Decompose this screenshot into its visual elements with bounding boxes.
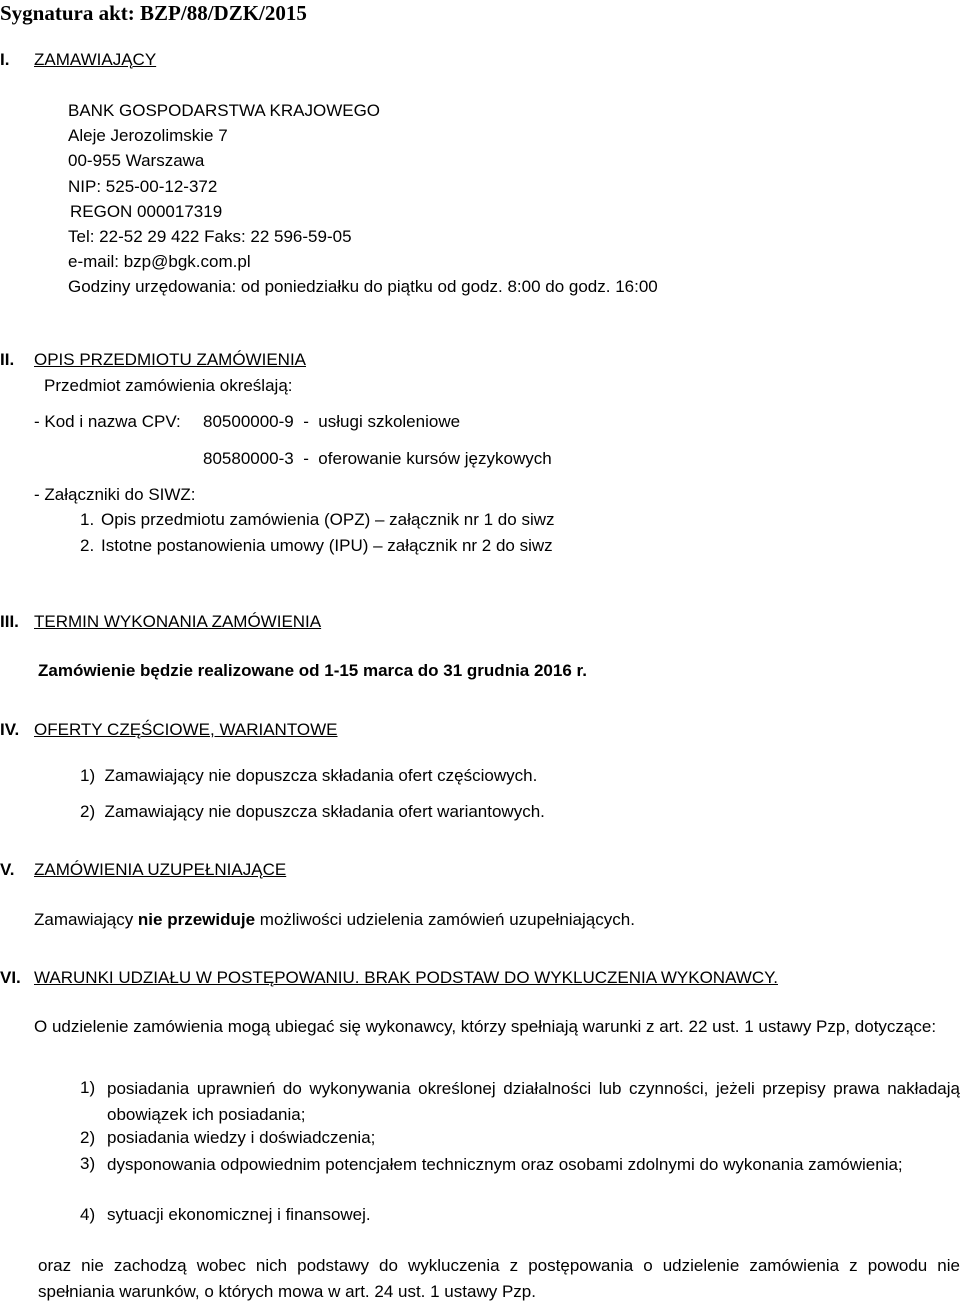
section-5-number: V. xyxy=(0,860,15,879)
attachment-1-number: 1. xyxy=(80,510,95,529)
contracting-authority-email: e-mail: bzp@bgk.com.pl xyxy=(68,252,251,271)
section-3-number: III. xyxy=(0,612,19,631)
condition-1: posiadania uprawnień do wykonywania określonej działalności lub czynności, jeżeli przepisy prawa nakładają obowiązek ich posiadania; xyxy=(107,1079,960,1124)
section-4-number: IV. xyxy=(0,720,20,739)
section-3-title: TERMIN WYKONANIA ZAMÓWIENIA xyxy=(34,612,322,631)
attachment-2-number: 2. xyxy=(80,536,95,555)
contracting-authority-city: 00-955 Warszawa xyxy=(68,151,205,170)
section-6-title: WARUNKI UDZIAŁU W POSTĘPOWANIU. BRAK PODSTAW DO WYKLUCZENIA WYKONAWCY. xyxy=(34,968,778,987)
contracting-authority-name: BANK GOSPODARSTWA KRAJOWEGO xyxy=(68,101,381,120)
section-6-number: VI. xyxy=(0,968,21,987)
attachment-2: Istotne postanowienia umowy (IPU) – załącznik nr 2 do siwz xyxy=(101,536,553,555)
variant-offers-item: 2) Zamawiający nie dopuszcza składania ofert wariantowych. xyxy=(80,802,545,821)
condition-4-number: 4) xyxy=(80,1205,96,1224)
section-2-subtitle: Przedmiot zamówienia określają: xyxy=(44,376,293,395)
condition-4: sytuacji ekonomicznej i finansowej. xyxy=(107,1205,371,1224)
contracting-authority-nip: NIP: 525-00-12-372 xyxy=(68,177,218,196)
condition-2-number: 2) xyxy=(80,1128,96,1147)
partial-offers-item: 1) Zamawiający nie dopuszcza składania ofert częściowych. xyxy=(80,766,538,785)
section-5-title: ZAMÓWIENIA UZUPEŁNIAJĄCE xyxy=(34,860,287,879)
attachment-1: Opis przedmiotu zamówienia (OPZ) – załącznik nr 1 do siwz xyxy=(101,510,555,529)
section-1-title: ZAMAWIAJĄCY xyxy=(34,50,157,69)
condition-3: dysponowania odpowiednim potencjałem technicznym oraz osobami zdolnymi do wykonania zamówienia; xyxy=(107,1155,903,1174)
section-2-number: II. xyxy=(0,350,15,369)
completion-date-text: Zamówienie będzie realizowane od 1-15 marca do 31 grudnia 2016 r. xyxy=(38,661,587,680)
conditions-intro: O udzielenie zamówienia mogą ubiegać się wykonawcy, którzy spełniają warunki z art. 22 ust. 1 ustawy Pzp, dotyczące: xyxy=(34,1017,937,1036)
section-4-title: OFERTY CZĘŚCIOWE, WARIANTOWE xyxy=(34,720,338,739)
exclusion-clause: oraz nie zachodzą wobec nich podstawy do wykluczenia z postępowania o udzielenie zamówienia z powodu nie spełniania warunków, o których mowa w art. 24 ust. 1 ustawy Pzp. xyxy=(38,1256,960,1301)
attachments-label: - Załączniki do SIWZ: xyxy=(34,485,196,504)
section-2-title: OPIS PRZEDMIOTU ZAMÓWIENIA xyxy=(34,350,307,369)
supplementary-orders-text: Zamawiający nie przewiduje możliwości udzielenia zamówień uzupełniających. xyxy=(34,910,635,929)
case-signature: Sygnatura akt: BZP/88/DZK/2015 xyxy=(0,1,307,25)
condition-2: posiadania wiedzy i doświadczenia; xyxy=(107,1128,376,1147)
condition-3-number: 3) xyxy=(80,1154,96,1173)
contracting-authority-regon: REGON 000017319 xyxy=(70,202,223,221)
condition-1-number: 1) xyxy=(80,1078,96,1097)
emphasis: nie przewiduje xyxy=(137,910,256,929)
contracting-authority-street: Aleje Jerozolimskie 7 xyxy=(68,126,228,145)
cpv-label: - Kod i nazwa CPV: xyxy=(34,412,181,431)
office-hours: Godziny urzędowania: od poniedziałku do piątku od godz. 8:00 do godz. 16:00 xyxy=(68,277,658,296)
section-1-number: I. xyxy=(0,50,10,69)
cpv-code-1: 80500000-9 - usługi szkoleniowe xyxy=(203,412,461,431)
contracting-authority-phone: Tel: 22-52 29 422 Faks: 22 596-59-05 xyxy=(68,227,352,246)
cpv-code-2: 80580000-3 - oferowanie kursów językowych xyxy=(203,449,552,468)
